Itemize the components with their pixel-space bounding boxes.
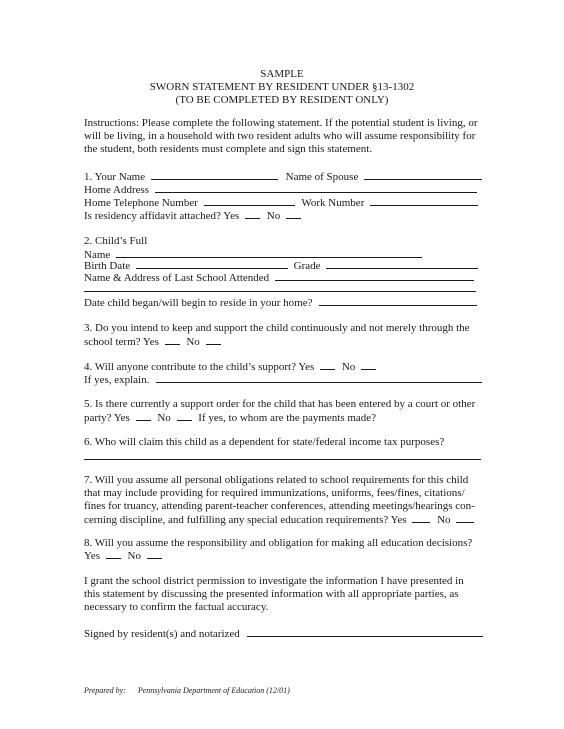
instructions-line-2: will be living, in a household with two resident adults who will assume responsibility for xyxy=(84,130,476,142)
prepared-by-label: Prepared by: xyxy=(84,686,126,695)
birth-date-label: Birth Date xyxy=(84,260,131,272)
date-reside-label: Date child began/will begin to reside in your home? xyxy=(84,297,313,309)
form-heading-sample: SAMPLE xyxy=(260,68,304,80)
q8-answer-row xyxy=(84,549,162,562)
q7-line-3: fines for truancy, attending parent-teacher conferences, attending meetings/hearings con- xyxy=(84,500,475,512)
last-school-label: Name & Address of Last School Attended xyxy=(84,272,270,284)
q8-no-label: No xyxy=(127,550,141,562)
signed-label: Signed by resident(s) and notarized xyxy=(84,628,240,640)
grade-field[interactable] xyxy=(326,259,478,269)
grant-line-2: this statement by discussing the presented information with all appropriate parties, as xyxy=(84,588,459,600)
affidavit-no-label: No xyxy=(266,210,281,222)
your-name-field[interactable] xyxy=(151,170,278,180)
q4-question: 4. Will anyone contribute to the child’s support? Yes xyxy=(84,361,315,373)
q5-whom-label: If yes, to whom are the payments made? xyxy=(198,412,377,424)
q2-reside-row xyxy=(84,296,477,309)
q7-yes-field[interactable] xyxy=(412,513,430,523)
signature-field[interactable] xyxy=(247,627,483,637)
q1-affidavit-row xyxy=(84,209,301,222)
q4-explain-row xyxy=(84,373,482,386)
q5-no-label: No xyxy=(157,412,171,424)
grant-line-1: I grant the school district permission to investigate the information I have presented in xyxy=(84,575,464,587)
child-name-label: Name xyxy=(84,249,111,261)
q7-no-field[interactable] xyxy=(456,513,474,523)
home-address-field[interactable] xyxy=(155,183,477,193)
prepared-by-department: Pennsylvania Department of Education (12/01) xyxy=(137,686,290,695)
spouse-name-field[interactable] xyxy=(364,170,482,180)
q4-explain-label: If yes, explain. xyxy=(84,374,150,386)
grant-line-3: necessary to confirm the factual accuracy. xyxy=(84,601,269,613)
q6-question: 6. Who will claim this child as a dependent for state/federal income tax purposes? xyxy=(84,436,445,448)
instructions-line-3: the student, both residents must complete and sign this statement. xyxy=(84,143,373,155)
q4-no-field[interactable] xyxy=(361,360,376,370)
affidavit-no-field[interactable] xyxy=(286,209,301,219)
q1-name-row xyxy=(84,170,482,183)
footer xyxy=(84,686,290,695)
q3-question: 3. Do you intend to keep and support the child continuously and not merely through the xyxy=(84,322,470,334)
date-reside-field[interactable] xyxy=(319,296,477,306)
q3-yes-label: school term? Yes xyxy=(84,336,159,348)
q5-no-field[interactable] xyxy=(177,411,192,421)
grade-label: Grade xyxy=(293,260,321,272)
birth-date-field[interactable] xyxy=(136,259,288,269)
home-address-label: Home Address xyxy=(84,184,150,196)
q5-answer-row xyxy=(84,411,376,424)
last-school-field-line-2[interactable] xyxy=(84,291,476,292)
q8-question: 8. Will you assume the responsibility and obligation for making all education decisions? xyxy=(84,537,473,549)
q3-no-label: No xyxy=(186,336,200,348)
home-phone-field[interactable] xyxy=(204,196,295,206)
q2-school-row xyxy=(84,271,474,284)
q3-no-field[interactable] xyxy=(206,335,221,345)
work-number-label: Work Number xyxy=(301,197,365,209)
q1-address-row xyxy=(84,183,477,196)
last-school-field[interactable] xyxy=(275,271,474,281)
q3-answer-row xyxy=(84,335,221,348)
q3-yes-field[interactable] xyxy=(165,335,180,345)
q8-no-field[interactable] xyxy=(147,549,162,559)
q7-line-1: 7. Will you assume all personal obligations related to school requirements for this child xyxy=(84,474,469,486)
q7-no-label: No xyxy=(437,514,451,526)
q1-phone-row xyxy=(84,196,478,209)
q4-explain-field[interactable] xyxy=(156,373,482,383)
q8-yes-field[interactable] xyxy=(106,549,121,559)
q7-answer-row xyxy=(84,513,474,526)
q8-yes-label: Yes xyxy=(84,550,101,562)
your-name-label: 1. Your Name xyxy=(84,171,146,183)
q5-yes-field[interactable] xyxy=(136,411,151,421)
instructions-line-1: Instructions: Please complete the following statement. If the potential student is living, or xyxy=(84,117,478,129)
q4-no-label: No xyxy=(341,361,356,373)
q5-question: 5. Is there currently a support order for the child that has been entered by a court or other xyxy=(84,398,476,410)
q7-line-4: cerning discipline, and fulfilling any special education requirements? Yes xyxy=(84,514,407,526)
form-subtitle: (TO BE COMPLETED BY RESIDENT ONLY) xyxy=(175,94,389,106)
affidavit-yes-field[interactable] xyxy=(245,209,260,219)
child-name-field[interactable] xyxy=(116,248,422,258)
q2-heading: 2. Child’s Full xyxy=(84,235,148,247)
signature-row xyxy=(84,627,483,640)
affidavit-question: Is residency affidavit attached? Yes xyxy=(84,210,240,222)
work-number-field[interactable] xyxy=(370,196,478,206)
q6-answer-field[interactable] xyxy=(84,459,481,460)
q4-yes-field[interactable] xyxy=(320,360,335,370)
q7-line-2: that may include providing for required immunizations, uniforms, fees/fines, citations/ xyxy=(84,487,465,499)
q4-answer-row xyxy=(84,360,376,373)
q5-yes-label: party? Yes xyxy=(84,412,130,424)
spouse-label: Name of Spouse xyxy=(285,171,359,183)
form-title: SWORN STATEMENT BY RESIDENT UNDER §13-1302 xyxy=(149,81,415,93)
home-phone-label: Home Telephone Number xyxy=(84,197,198,209)
